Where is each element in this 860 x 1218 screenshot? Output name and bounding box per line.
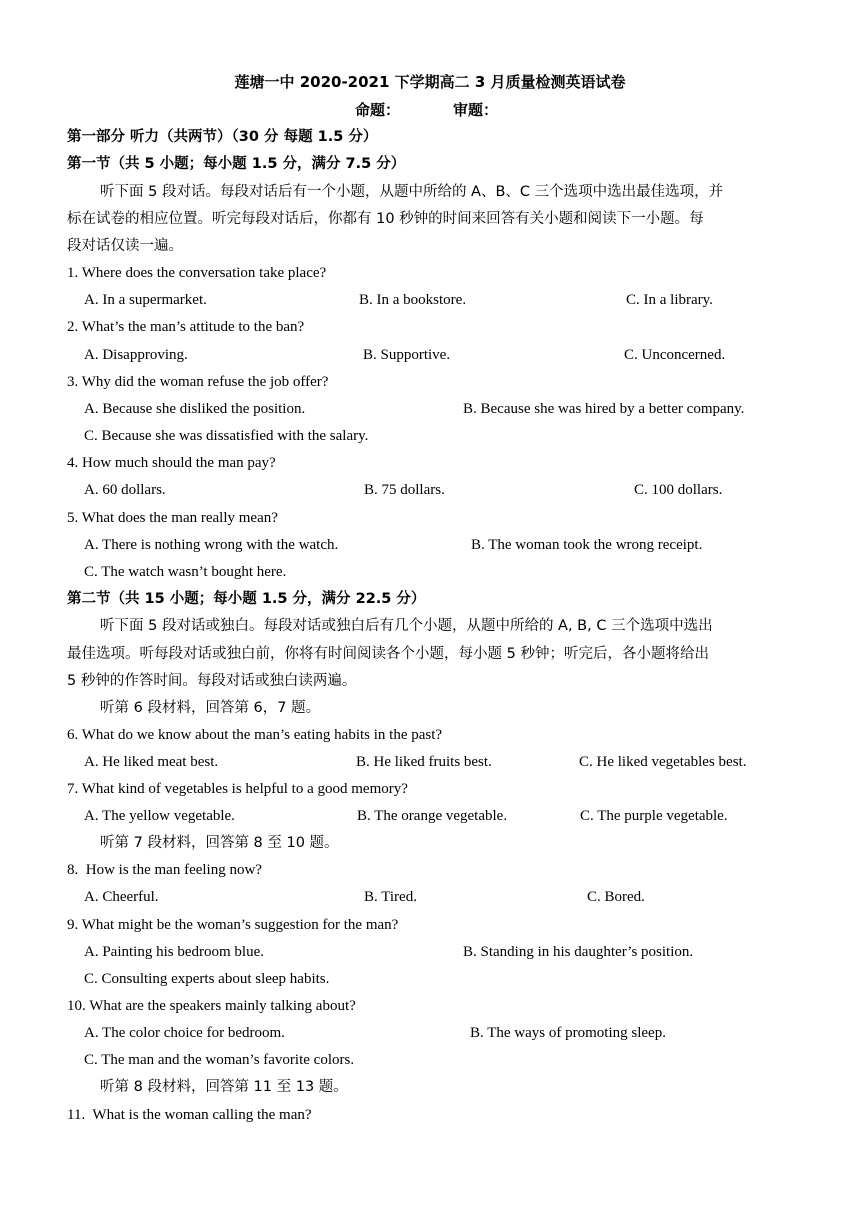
- option-a: A. 60 dollars.: [84, 482, 166, 498]
- option-c: C. Consulting experts about sleep habits.: [84, 971, 330, 987]
- reviewer-label: 审题：: [453, 101, 499, 119]
- option-c: C. In a library.: [626, 292, 713, 308]
- option-b: B. The orange vegetable.: [357, 808, 508, 824]
- question-text: 11. What is the woman calling the man?: [67, 1107, 312, 1123]
- option-b: B. In a bookstore.: [359, 292, 467, 308]
- section1-instruction: 听下面 5 段对话。每段对话后有一个小题，从题中所给的 A、B、C 三个选项中选出最佳选项，并: [100, 184, 724, 200]
- section1-heading: 第一节（共 5 小题；每小题 1.5 分，满分 7.5 分）: [67, 156, 406, 172]
- question-text: 6. What do we know about the man’s eating habits in the past?: [67, 727, 443, 743]
- option-c: C. The watch wasn’t bought here.: [84, 564, 287, 580]
- question-text: 5. What does the man really mean?: [67, 510, 278, 526]
- option-b: B. He liked fruits best.: [356, 754, 492, 770]
- option-a: A. Disapproving.: [84, 347, 188, 363]
- option-c: C. 100 dollars.: [634, 482, 723, 498]
- material-note: 听第 7 段材料，回答第 8 至 10 题。: [100, 835, 339, 851]
- option-a: A. The yellow vegetable.: [84, 808, 235, 824]
- option-b: B. Standing in his daughter’s position.: [463, 944, 694, 960]
- option-a: A. Painting his bedroom blue.: [84, 944, 264, 960]
- option-a: A. In a supermarket.: [84, 292, 207, 308]
- option-a: A. He liked meat best.: [84, 754, 219, 770]
- option-b: B. The woman took the wrong receipt.: [471, 537, 703, 553]
- option-a: A. The color choice for bedroom.: [84, 1025, 285, 1041]
- option-c: C. Bored.: [587, 889, 645, 905]
- option-a: A. Because she disliked the position.: [84, 401, 306, 417]
- material-note: 听第 6 段材料，回答第 6，7 题。: [100, 700, 321, 716]
- exam-title: 莲塘一中 2020-2021 下学期高二 3 月质量检测英语试卷: [234, 73, 626, 91]
- question-text: 2. What’s the man’s attitude to the ban?: [67, 319, 305, 335]
- option-b: B. 75 dollars.: [364, 482, 445, 498]
- section1-instruction: 段对话仅读一遍。: [67, 238, 183, 254]
- question-text: 4. How much should the man pay?: [67, 455, 276, 471]
- option-c: C. He liked vegetables best.: [579, 754, 747, 770]
- part1-heading: 第一部分 听力（共两节）（30 分 每题 1.5 分）: [67, 129, 378, 145]
- option-b: B. Supportive.: [363, 347, 451, 363]
- option-b: B. The ways of promoting sleep.: [470, 1025, 666, 1041]
- material-note: 听第 8 段材料，回答第 11 至 13 题。: [100, 1079, 348, 1095]
- option-a: A. There is nothing wrong with the watch.: [84, 537, 339, 553]
- question-text: 10. What are the speakers mainly talking about?: [67, 998, 356, 1014]
- option-a: A. Cheerful.: [84, 889, 159, 905]
- question-text: 8. How is the man feeling now?: [67, 862, 262, 878]
- option-b: B. Tired.: [364, 889, 417, 905]
- option-c: C. The man and the woman’s favorite colors.: [84, 1052, 355, 1068]
- section1-instruction: 标在试卷的相应位置。听完每段对话后，你都有 10 秒钟的时间来回答有关小题和阅读下一小题。每: [67, 211, 704, 227]
- section2-instruction: 听下面 5 段对话或独白。每段对话或独白后有几个小题，从题中所给的 A, B, C 三个选项中选出: [100, 618, 713, 634]
- option-c: C. The purple vegetable.: [580, 808, 728, 824]
- section2-instruction: 最佳选项。听每段对话或独白前，你将有时间阅读各个小题，每小题 5 秒钟；听完后，各小题将给出: [67, 646, 709, 662]
- section2-instruction: 5 秒钟的作答时间。每段对话或独白读两遍。: [67, 673, 357, 689]
- question-text: 7. What kind of vegetables is helpful to a good memory?: [67, 781, 408, 797]
- question-text: 1. Where does the conversation take place?: [67, 265, 327, 281]
- section2-heading: 第二节（共 15 小题；每小题 1.5 分，满分 22.5 分）: [67, 591, 426, 607]
- question-text: 9. What might be the woman’s suggestion for the man?: [67, 917, 399, 933]
- option-b: B. Because she was hired by a better company.: [463, 401, 745, 417]
- question-text: 3. Why did the woman refuse the job offer?: [67, 374, 329, 390]
- option-c: C. Because she was dissatisfied with the salary.: [84, 428, 369, 444]
- option-c: C. Unconcerned.: [624, 347, 726, 363]
- setter-label: 命题：: [355, 101, 401, 119]
